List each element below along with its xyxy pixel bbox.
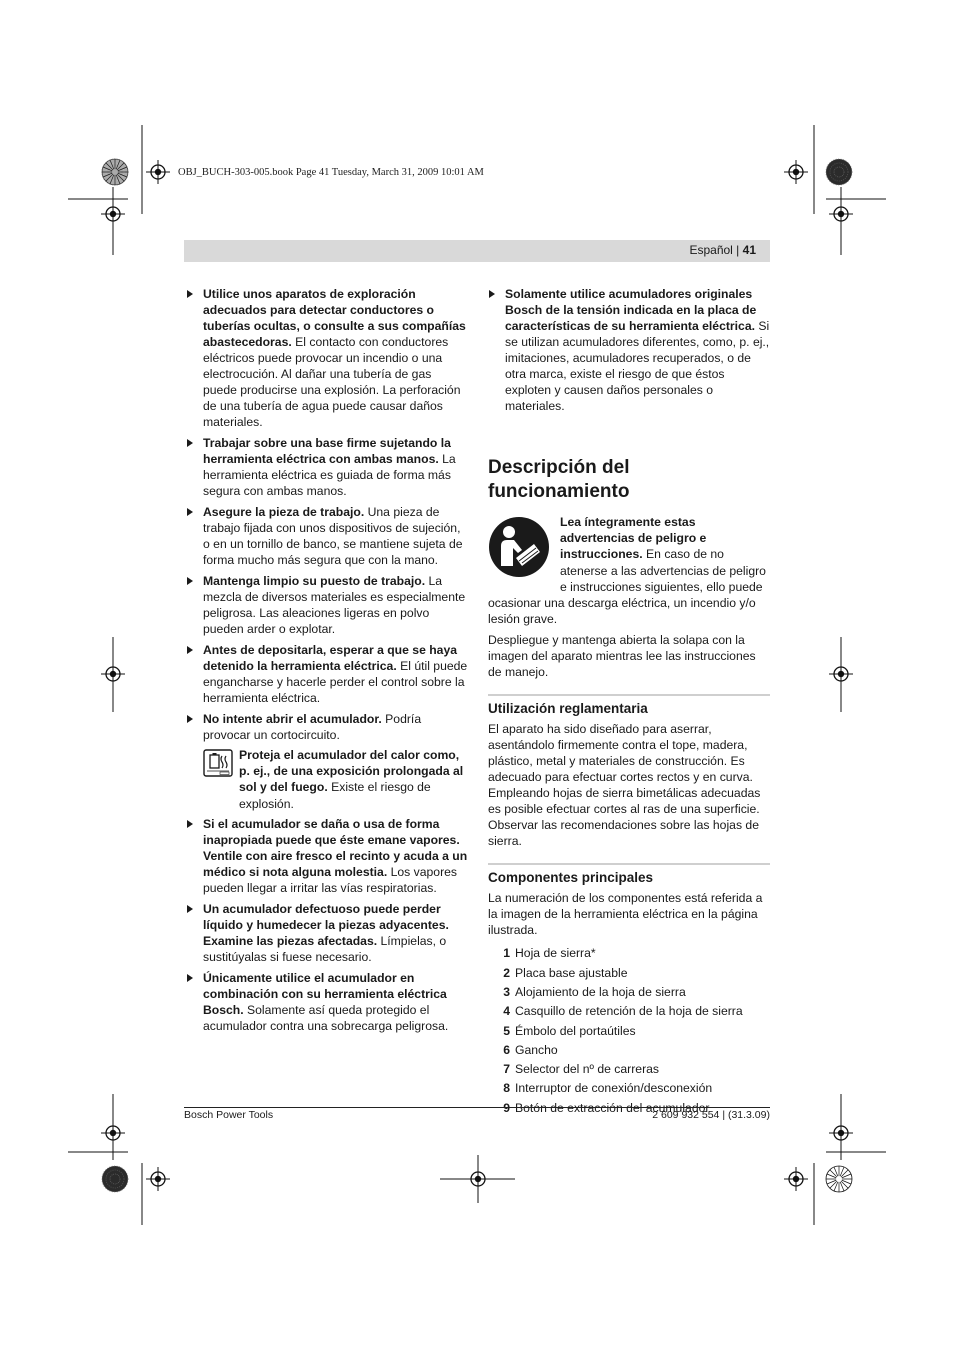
battery-note-text: Existe el riesgo de explosión.	[239, 780, 431, 811]
components-heading: Componentes principales	[488, 870, 654, 886]
safety-item	[186, 286, 468, 430]
safety-item-text: La mezcla de diversos materiales es especialmente peligrosa. Las aleaciones ligeras en polvo pueden arder o explotar.	[203, 573, 466, 636]
bullet-triangle-icon	[187, 974, 193, 982]
bullet-triangle-icon	[489, 290, 495, 298]
footer-doc-number: 2 609 932 554 | (31.3.09)	[652, 1109, 770, 1121]
safety-item-bold: Trabajar sobre una base firme sujetando la herramienta eléctrica con ambas manos.	[203, 436, 451, 467]
read-note-text: En caso de no atenerse a las advertencias de peligro e instrucciones siguientes, ello puede ocasionar una descarga eléctrica, un incendio y/o lesión grave.	[488, 547, 766, 626]
battery-heat-warning-icon	[203, 749, 233, 777]
footer-brand: Bosch Power Tools	[184, 1109, 274, 1121]
safety-item-text: La herramienta eléctrica es guiada de forma más segura con ambas manos.	[203, 452, 456, 499]
item-label: Gancho	[515, 1042, 558, 1057]
left-column	[186, 286, 468, 1039]
safety-item	[186, 504, 468, 568]
item-number: 9	[503, 1100, 510, 1115]
bullet-triangle-icon	[187, 905, 193, 913]
item-label: Casquillo de retención de la hoja de sierra	[515, 1004, 743, 1019]
header-page-number: 41	[742, 243, 756, 257]
item-label: Placa base ajustable	[515, 965, 628, 980]
bullet-triangle-icon	[187, 577, 193, 585]
page-header-bar	[184, 240, 770, 262]
list-item	[488, 964, 770, 983]
item-label: Interruptor de conexión/desconexión	[515, 1081, 713, 1096]
section-title: Descripción del funcionamiento	[488, 457, 630, 503]
item-number: 6	[503, 1042, 510, 1057]
safety-item	[186, 435, 468, 499]
safety-item-bold: Únicamente utilice el acumulador en combinación con su herramienta eléctrica Bosch.	[203, 971, 447, 1018]
safety-item-text: Límpielas, o sustitúyalas si fuese necesario.	[203, 934, 447, 965]
safety-item	[186, 711, 468, 743]
item-number: 5	[503, 1023, 510, 1038]
safety-item-bold: Un acumulador defectuoso puede perder líquido y humedecer la piezas adyacentes. Examine las piezas afectadas.	[203, 902, 449, 949]
safety-item-text: Si se utilizan acumuladores diferentes, como, p. ej., imitaciones, acumuladores recuperados, o de otra marca, existe el riesgo de que éstos exploten y causen daños personales o materiales.	[505, 319, 770, 414]
list-item	[488, 1060, 770, 1079]
safety-item-text: Los vapores pueden llegar a irritar las vías respiratorias.	[203, 865, 457, 896]
safety-item	[186, 901, 468, 965]
item-number: 1	[503, 946, 510, 961]
right-column	[488, 286, 770, 1118]
safety-item-bold: No intente abrir el acumulador.	[203, 711, 382, 726]
bullet-triangle-icon	[187, 715, 193, 723]
intended-use-section	[488, 694, 770, 849]
components-list	[488, 944, 770, 1118]
bullet-triangle-icon	[187, 646, 193, 654]
item-label: Selector del nº de carreras	[515, 1062, 660, 1077]
item-number: 8	[503, 1081, 510, 1096]
footer-rule	[184, 1107, 770, 1108]
bullet-triangle-icon	[187, 508, 193, 516]
battery-note-bold: Proteja el acumulador del calor como, p. ej., de una exposición prolongada al sol y del fuego.	[239, 748, 464, 795]
safety-item	[488, 286, 770, 414]
safety-item-text: Solamente así queda protegido el acumulador contra una sobrecarga peligrosa.	[203, 1003, 449, 1034]
intended-use-text: El aparato ha sido diseñado para aserrar, asentándolo firmemente contra el tope, madera, plástico, metal y materiales de construcción. Es adecuado para efectuar cortes rectos y en curva. Empleando hojas de sierra bimetálicas adecuadas es posible efectuar cortes al ras de una superficie. Observar las recomendaciones sobre las hojas de sierra.	[488, 721, 761, 849]
safety-item-text: El útil puede engancharse y hacerle perder el control sobre la herramienta eléctrica.	[203, 658, 468, 705]
item-number: 4	[503, 1004, 510, 1019]
safety-item-bold: Utilice unos aparatos de exploración adecuados para detectar conductores o tuberías ocultas, o consulte a sus compañías abastecedoras.	[203, 287, 466, 350]
read-instructions-note	[488, 514, 770, 626]
read-note-bold: Lea íntegramente estas advertencias de peligro e instrucciones.	[560, 515, 707, 562]
bullet-triangle-icon	[187, 820, 193, 828]
safety-item	[186, 816, 468, 896]
item-number: 7	[503, 1062, 510, 1077]
page-header-text: Español | 41	[689, 243, 756, 257]
safety-item-bold: Asegure la pieza de trabajo.	[203, 504, 365, 519]
list-item	[488, 1022, 770, 1041]
print-info-line: OBJ_BUCH-303-005.book Page 41 Tuesday, March 31, 2009 10:01 AM	[178, 167, 484, 178]
item-label: Hoja de sierra*	[515, 946, 596, 961]
safety-item-text: Podría provocar un cortocircuito.	[203, 711, 422, 742]
list-item	[488, 944, 770, 963]
safety-item-bold: Mantenga limpio su puesto de trabajo.	[203, 573, 426, 588]
list-item	[488, 1002, 770, 1021]
components-section	[488, 863, 770, 1118]
safety-item	[186, 573, 468, 637]
list-item	[488, 1079, 770, 1098]
safety-item	[186, 642, 468, 706]
battery-heat-note	[186, 747, 468, 811]
components-intro: La numeración de los componentes está referida a la imagen de la herramienta eléctrica en la página ilustrada.	[488, 891, 763, 938]
item-number: 3	[503, 984, 510, 999]
unfold-paragraph: Despliegue y mantenga abierta la solapa con la imagen del aparato mientras lee las instrucciones de manejo.	[488, 632, 756, 679]
item-label: Émbolo del portaútiles	[515, 1023, 636, 1038]
item-label: Alojamiento de la hoja de sierra	[515, 984, 686, 999]
safety-item-bold: Solamente utilice acumuladores originales Bosch de la tensión indicada en la placa de características de su herramienta eléctrica.	[505, 287, 757, 334]
bullet-triangle-icon	[187, 290, 193, 298]
intended-use-heading: Utilización reglamentaria	[488, 700, 648, 716]
safety-item-bold: Si el acumulador se daña o usa de forma inapropiada puede que éste emane vapores. Ventile con aire fresco el recinto y acuda a un médico si nota alguna molestia.	[203, 817, 468, 880]
safety-item-text: El contacto con conductores eléctricos puede provocar un incendio o una electrocución. Al dañar una tubería de gas puede producirse una explosión. La perforación de una tubería de agua puede causar daños materiales.	[203, 335, 461, 430]
read-manual-icon	[488, 516, 550, 578]
bullet-triangle-icon	[187, 439, 193, 447]
item-label: Botón de extracción del acumulador	[515, 1100, 710, 1115]
item-number: 2	[503, 965, 510, 980]
list-item	[488, 1041, 770, 1060]
safety-item	[186, 970, 468, 1034]
list-item	[488, 983, 770, 1002]
safety-item-text: Una pieza de trabajo fijada con unos dispositivos de sujeción, o en un tornillo de banco, se mantiene sujeta de forma mucho más segura que con la mano.	[203, 504, 463, 568]
header-language: Español	[689, 243, 733, 257]
safety-item-bold: Antes de depositarla, esperar a que se haya detenido la herramienta eléctrica.	[203, 642, 458, 673]
